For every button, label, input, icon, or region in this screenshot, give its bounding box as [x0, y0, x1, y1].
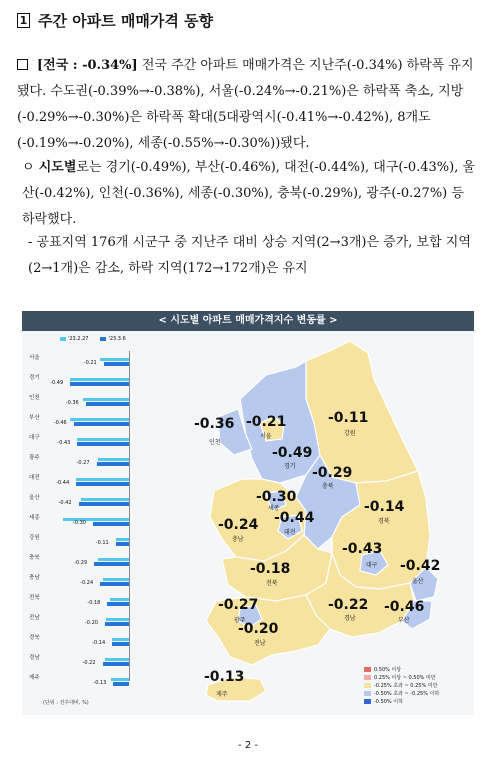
bar-curr: [113, 682, 129, 686]
bar-row: [22, 371, 134, 391]
bar-row: [22, 451, 134, 471]
map-value-ulsan: -0.42: [400, 558, 441, 574]
bar-curr: [74, 422, 129, 426]
bar-region-label: 제주: [29, 675, 40, 681]
map-name-gyeonggi: 경기: [284, 463, 296, 470]
bar-region-label: 전남: [29, 615, 40, 621]
map-value-jeonnam: -0.20: [238, 621, 279, 637]
bar-curr: [112, 642, 129, 646]
bar-region-label: 충북: [29, 555, 40, 561]
bar-curr: [105, 622, 129, 626]
figure: [22, 311, 474, 715]
bar-legend: [60, 336, 126, 342]
district-paragraph: [28, 230, 477, 282]
map-legend-item: [364, 689, 439, 697]
map-value-jeonbuk: -0.18: [250, 561, 291, 577]
bar-region-label: 충남: [29, 575, 40, 581]
bar-prev: [98, 558, 129, 561]
bar-prev: [81, 498, 129, 501]
bar-value-label: -0.36: [65, 400, 79, 406]
bar-curr: [76, 482, 129, 486]
map-name-chungbuk: 충북: [322, 483, 334, 490]
figure-title: < 시도별 아파트 매매가격지수 변동률 >: [22, 311, 474, 331]
regional-paragraph: [22, 155, 477, 233]
map-value-busan: -0.46: [384, 599, 425, 615]
map-name-jeonnam: 전남: [254, 640, 266, 647]
map-value-gwangju: -0.27: [218, 597, 259, 613]
bar-prev: [112, 638, 129, 641]
map-legend-label: -0.25% 초과 ~ 0.25% 미만: [374, 682, 438, 689]
map-legend-item: [364, 665, 439, 673]
map-legend: [364, 665, 439, 705]
map-value-incheon: -0.36: [194, 416, 235, 432]
map-name-chungnam: 충남: [232, 536, 244, 543]
map-value-gangwon: -0.11: [328, 410, 369, 426]
map-name-gyeongnam: 경남: [344, 615, 356, 622]
bar-curr: [116, 542, 129, 546]
bar-region-label: 대전: [29, 475, 40, 481]
unit-note: (단위 : 전주대비, %): [43, 700, 89, 706]
bar-row: [22, 551, 134, 571]
bar-prev: [98, 458, 129, 461]
bar-row: [22, 671, 134, 691]
bar-value-label: -0.43: [57, 440, 71, 446]
bar-prev: [103, 578, 129, 581]
map-legend-swatch: [364, 699, 371, 704]
map-name-jeju: 제주: [216, 691, 228, 698]
korea-map: [156, 339, 472, 711]
map-value-chungbuk: -0.29: [312, 465, 353, 481]
bar-row: [22, 631, 134, 651]
bar-region-label: 강원: [29, 535, 40, 541]
regional-lead: 시도별: [38, 160, 77, 175]
map-legend-label: -0.50% 이하: [374, 698, 403, 705]
bar-curr: [107, 602, 129, 606]
map-legend-swatch: [364, 691, 371, 696]
legend-curr-swatch: [100, 337, 106, 341]
bar-row: [22, 411, 134, 431]
bar-curr: [79, 502, 129, 506]
bar-region-label: 경북: [29, 635, 40, 641]
map-legend-item: [364, 673, 439, 681]
bar-row: [22, 571, 134, 591]
map-legend-label: 0.25% 이상 ~ 0.50% 미만: [374, 674, 436, 681]
legend-curr-label: '23.3.6: [108, 336, 126, 342]
page-number: - 2 -: [238, 740, 258, 751]
bar-value-label: -0.44: [56, 480, 70, 486]
bar-prev: [70, 378, 129, 381]
summary-text: 전국 주간 아파트 매매가격은 지난주(-0.34%) 하락폭 유지됐다. 수도권(-0.39%→-0.38%), 서울(-0.24%→-0.21%)은 하락폭 축소, 지방(-0.29%→-0.30%)은 하락폭 확대(5대광역시(-0.41%→-0.42%), 8개도(-0.19%→-0.20%), 세종(-0.55%→-0.30%))됐다.: [17, 58, 474, 151]
bar-curr: [70, 382, 129, 386]
square-bullet-icon: [17, 59, 28, 70]
map-name-busan: 부산: [398, 617, 410, 624]
bar-row: [22, 591, 134, 611]
map-legend-item: [364, 681, 439, 689]
map-name-gyeongbuk: 경북: [378, 518, 390, 525]
section-number: 1: [17, 13, 30, 28]
bar-curr: [93, 522, 129, 526]
bar-region-label: 경남: [29, 655, 40, 661]
map-value-chungnam: -0.24: [218, 517, 259, 533]
bar-region-label: 대구: [29, 435, 40, 441]
bar-value-label: -0.20: [85, 620, 98, 626]
map-name-gwangju: 광주: [234, 617, 246, 624]
map-name-jeonbuk: 전북: [266, 580, 278, 587]
bar-prev: [76, 478, 129, 481]
bar-prev: [105, 658, 129, 661]
section-title-text: 주간 아파트 매매가격 동향: [38, 12, 214, 30]
district-text: 공표지역 176개 시군구 중 지난주 대비 상승 지역(2→3개)은 증가, 보합 지역(2→1개)은 감소, 하락 지역(172→172개)은 유지: [28, 235, 471, 276]
bar-value-label: -0.21: [83, 360, 97, 366]
national-lead: [전국 : -0.34%]: [37, 58, 138, 73]
bar-region-label: 인천: [29, 395, 40, 401]
map-name-daejeon: 대전: [284, 529, 296, 536]
map-legend-swatch: [364, 683, 371, 688]
bar-region-label: 울산: [29, 495, 40, 501]
bar-row: [22, 431, 134, 451]
bar-value-label: -0.27: [76, 460, 90, 466]
section-title: [17, 10, 213, 31]
bar-region-label: 전북: [29, 595, 40, 601]
bar-region-label: 경기: [29, 375, 40, 381]
bar-region-label: 부산: [29, 415, 40, 421]
bar-row: [22, 351, 134, 371]
bar-curr: [104, 362, 129, 366]
bar-value-label: -0.18: [87, 600, 101, 606]
regional-text: 로는 경기(-0.49%), 부산(-0.46%), 대전(-0.44%), 대구(-0.43%), 울산(-0.42%), 인천(-0.36%), 세종(-0.30%), 충북(-0.29%), 광주(-0.27%) 등 하락했다.: [22, 160, 476, 227]
bar-chart: [22, 351, 134, 686]
map-legend-item: [364, 697, 439, 705]
bar-curr: [86, 402, 129, 406]
map-name-seoul: 서울: [260, 433, 272, 440]
map-value-daegu: -0.43: [342, 541, 383, 557]
bar-region-label: 세종: [29, 515, 40, 521]
bar-prev: [77, 438, 129, 441]
map-name-daegu: 대구: [366, 562, 378, 569]
bar-row: [22, 611, 134, 631]
bar-value-label: -0.30: [73, 520, 86, 526]
map-value-seoul: -0.21: [246, 414, 287, 430]
bar-row: [22, 471, 134, 491]
bar-row: [22, 491, 134, 511]
bar-value-label: -0.49: [50, 380, 64, 386]
circle-bullet: ㅇ: [22, 160, 35, 175]
bar-value-label: -0.24: [80, 580, 94, 586]
bar-row: [22, 531, 134, 551]
bar-curr: [94, 562, 129, 566]
map-legend-label: -0.50% 초과 ~ -0.25% 이하: [374, 690, 440, 697]
bar-prev: [116, 538, 129, 541]
bar-value-label: -0.14: [92, 640, 106, 646]
bar-prev: [100, 358, 129, 361]
bar-curr: [103, 662, 129, 666]
bar-prev: [111, 678, 129, 681]
map-value-gyeonggi: -0.49: [272, 445, 313, 461]
bar-region-label: 서울: [29, 355, 40, 361]
map-value-gyeongnam: -0.22: [328, 597, 369, 613]
bar-value-label: -0.11: [95, 540, 109, 546]
map-value-sejong: -0.30: [256, 489, 297, 505]
map-name-gangwon: 강원: [344, 430, 356, 437]
map-legend-label: 0.50% 이상: [374, 666, 402, 673]
bar-value-label: -0.42: [58, 500, 72, 506]
legend-prev-label: '23.2.27: [68, 336, 89, 342]
bar-prev: [106, 618, 129, 621]
bar-prev: [70, 418, 129, 421]
bar-row: [22, 651, 134, 671]
map-legend-swatch: [364, 675, 371, 680]
map-value-jeju: -0.13: [204, 669, 245, 685]
bar-prev: [110, 598, 129, 601]
bar-value-label: -0.46: [53, 420, 67, 426]
bar-prev: [83, 398, 129, 401]
legend-prev-swatch: [60, 337, 66, 341]
map-name-incheon: 인천: [209, 439, 221, 446]
map-name-ulsan: 울산: [412, 578, 424, 585]
dash-bullet: -: [28, 235, 33, 250]
map-value-daejeon: -0.44: [274, 510, 315, 526]
bar-curr: [100, 582, 129, 586]
bar-value-label: -0.13: [93, 680, 107, 686]
bar-value-label: -0.29: [74, 560, 88, 566]
map-value-gyeongbuk: -0.14: [364, 499, 405, 515]
bar-curr: [77, 442, 129, 446]
bar-value-label: -0.22: [82, 660, 96, 666]
summary-paragraph: [17, 53, 477, 157]
map-name-sejong: 세종: [268, 505, 280, 512]
bar-curr: [97, 462, 129, 466]
bar-region-label: 광주: [29, 455, 40, 461]
map-legend-swatch: [364, 667, 371, 672]
bar-row: [22, 391, 134, 411]
bar-row: [22, 511, 134, 531]
